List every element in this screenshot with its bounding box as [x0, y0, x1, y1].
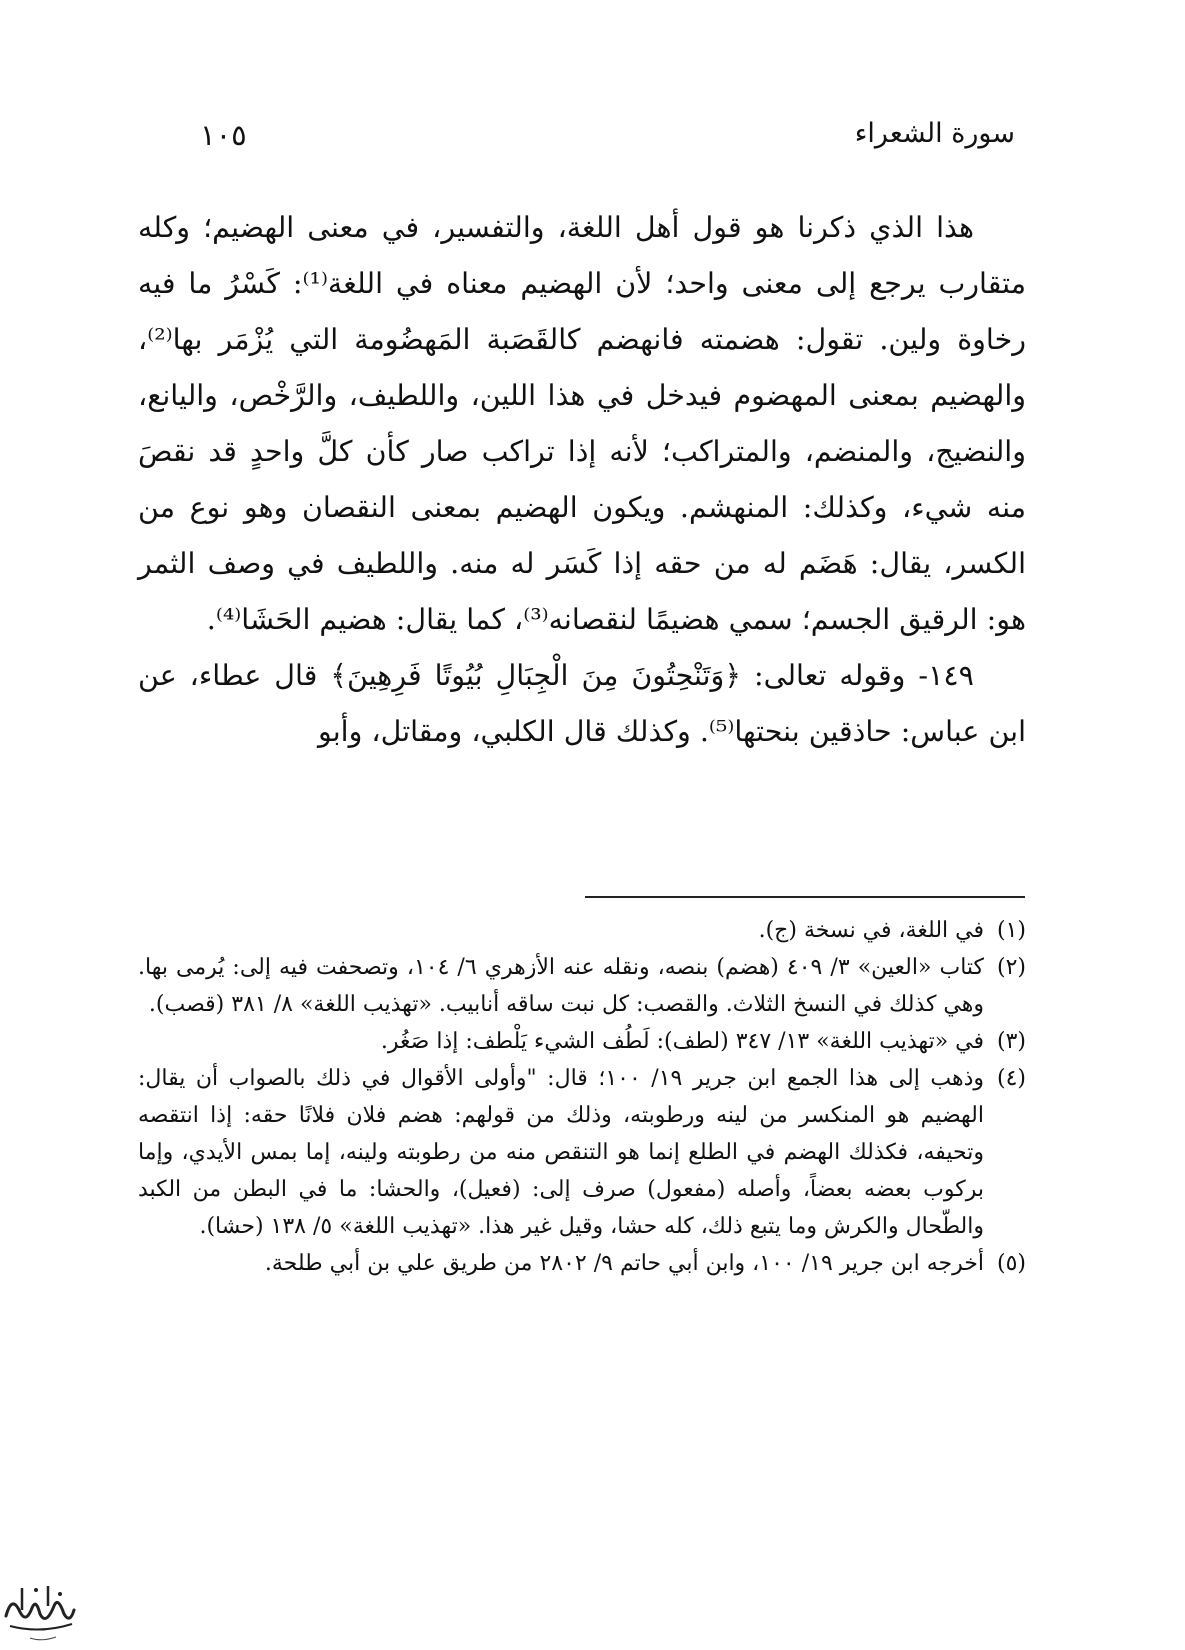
paragraph: ١٤٩- وقوله تعالى: ﴿وَتَنْحِتُونَ مِنَ الْجِبَالِ بُيُوتًا فَرِهِينَ﴾ قال عطاء، عن ابن عباس: حاذقين بنحتها⁽⁵⁾. وكذلك قال الكلبي، ومقاتل، وأبو [138, 659, 1026, 748]
footnote-text: في «تهذيب اللغة» ١٣/ ٣٤٧ (لطف): لَطُف الشيء يَلْطف: إذا صَغُر. [380, 1029, 984, 1054]
footnote-number: (١) [996, 918, 1026, 943]
footnote-text: وذهب إلى هذا الجمع ابن جرير ١٩/ ١٠٠؛ قال: "وأولى الأقوال في ذلك بالصواب أن يقال: الهضيم هو المنكسر من لينه ورطوبته، وذلك من قولهم: هضم فلان فلانًا حقه: إذا انتقصه وتحيفه، فكذلك الهضم في الطلع إنما هو التنقص منه من رطوبته ولينه، إما بمس الأيدي، وإما بركوب بعضه بعضاً، وأصله (مفعول) صرف إلى: (فعيل)، والحشا: ما في البطن من الكبد والطّحال والكرش وما يتبع ذلك، كله حشا، وقيل غير هذا. «تهذيب اللغة» ٥/ ١٣٨ (حشا). [138, 1066, 984, 1239]
footnote [138, 1245, 1026, 1282]
footnote-text: في اللغة، في نسخة (ج). [758, 918, 984, 943]
footnote [138, 912, 1026, 949]
watermark-logo-icon [0, 1564, 80, 1644]
surah-title: سورة الشعراء [854, 118, 1015, 149]
footnote [138, 949, 1026, 1023]
footnote-number: (٤) [996, 1066, 1026, 1091]
footnote-number: (٥) [996, 1251, 1026, 1276]
page-header [200, 118, 1015, 162]
footnote-text: أخرجه ابن جرير ١٩/ ١٠٠، وابن أبي حاتم ٩/ ٢٨٠٢ من طريق علي بن أبي طلحة. [264, 1251, 984, 1276]
footnote-separator [585, 896, 1025, 898]
page-number: ١٠٥ [200, 118, 247, 152]
footnote-number: (٣) [996, 1029, 1026, 1054]
paragraph: هذا الذي ذكرنا هو قول أهل اللغة، والتفسير، في معنى الهضيم؛ وكله متقارب يرجع إلى معنى واحد؛ لأن الهضيم معناه في اللغة⁽¹⁾: كَسْرُ ما فيه رخاوة ولين. تقول: هضمته فانهضم كالقَصَبة المَهضُومة التي يُزْمَر بها⁽²⁾، والهضيم بمعنى المهضوم فيدخل في هذا اللين، واللطيف، والرَّخْص، واليانع، والنضيج، والمنضم، والمتراكب؛ لأنه إذا تراكب صار كأن كلَّ واحدٍ قد نقصَ منه شيء، وكذلك: المنهشم. ويكون الهضيم بمعنى النقصان وهو نوع من الكسر، يقال: هَضَم له من حقه إذا كَسَر له منه. واللطيف في وصف الثمر هو: الرقيق الجسم؛ سمي هضيمًا لنقصانه⁽³⁾، كما يقال: هضيم الحَشَا⁽⁴⁾. [138, 211, 1027, 636]
footnote-number: (٢) [996, 955, 1026, 980]
footnote [138, 1023, 1026, 1060]
main-text [138, 200, 1026, 760]
footnotes [138, 912, 1026, 1282]
footnote [138, 1060, 1026, 1245]
footnote-text: كتاب «العين» ٣/ ٤٠٩ (هضم) بنصه، ونقله عنه الأزهري ٦/ ١٠٤، وتصحفت فيه إلى: يُرمى بها. وهي كذلك في النسخ الثلاث. والقصب: كل نبت ساقه أنابيب. «تهذيب اللغة» ٨/ ٣٨١ (قصب). [138, 955, 985, 1017]
